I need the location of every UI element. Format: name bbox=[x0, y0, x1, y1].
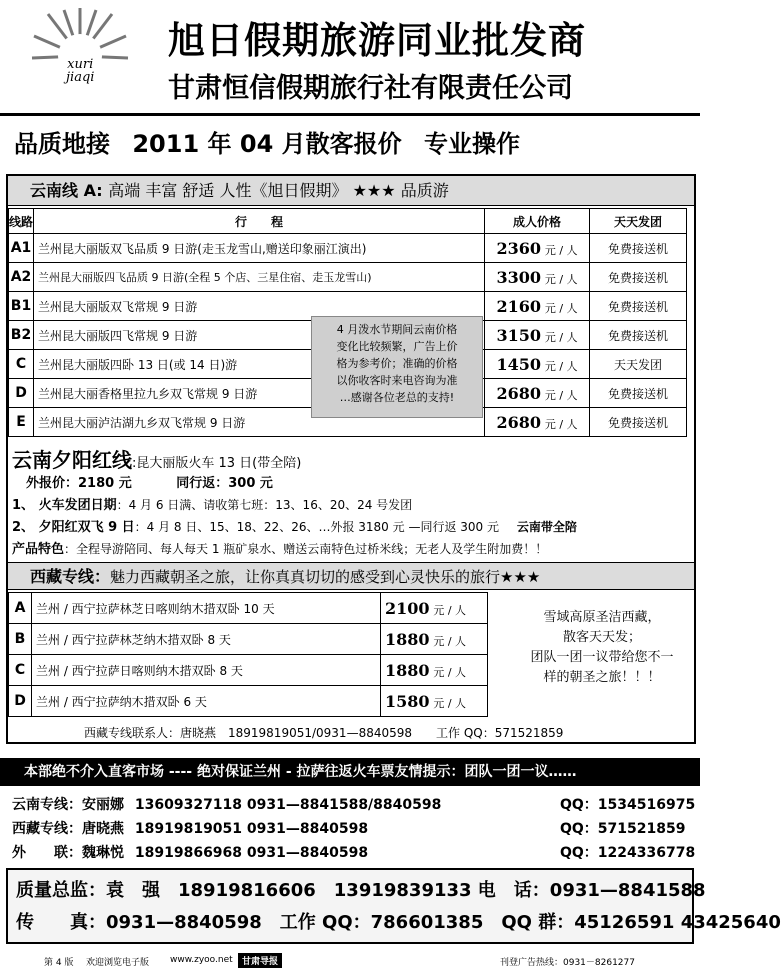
price-unit: 元 / 人 bbox=[544, 417, 578, 431]
sunset-feature-label: 产品特色 bbox=[12, 542, 65, 557]
company-title: 旭日假期旅游同业批发商 bbox=[168, 19, 586, 62]
contact-qq: QQ：571521859 bbox=[560, 821, 686, 837]
sunset-line1-text: ：4 月 6 日满、请收第七班：13、16、20、24 号发团 bbox=[116, 498, 413, 512]
route-departure: 免费接送机 bbox=[590, 379, 687, 408]
route-name: 兰州昆大丽版双飞常规 9 日游 bbox=[34, 292, 485, 321]
route-code: B bbox=[9, 624, 32, 655]
route-code: B1 bbox=[9, 292, 34, 321]
contact-label: 西藏专线：唐晓燕 bbox=[12, 821, 124, 837]
sunset-ext-price: 外报价：2180 元 bbox=[26, 476, 132, 491]
price-unit: 元 / 人 bbox=[433, 603, 467, 617]
logo-text-line1: xuri bbox=[67, 57, 94, 72]
route-code: C bbox=[9, 655, 32, 686]
route-price: 2100 bbox=[385, 598, 430, 618]
table-row bbox=[9, 234, 687, 263]
route-departure: 免费接送机 bbox=[590, 292, 687, 321]
route-price: 1880 bbox=[385, 660, 430, 680]
footer-page: 第 4 版 bbox=[44, 958, 74, 968]
contact-label: 云南专线：安丽娜 bbox=[12, 797, 124, 813]
route-price: 3300 bbox=[496, 267, 542, 287]
price-unit: 元 / 人 bbox=[544, 272, 578, 286]
tibet-table bbox=[8, 592, 488, 717]
route-code: A bbox=[9, 593, 32, 624]
col-itinerary: 行 程 bbox=[34, 209, 485, 234]
footer-hotline: 刊登广告热线：0931－8261277 bbox=[500, 958, 635, 968]
note-line: …感谢各位老总的支持! bbox=[339, 391, 455, 404]
route-name: 兰州 / 西宁拉萨日喀则纳木措双卧 8 天 bbox=[32, 655, 381, 686]
sunset-title: 云南夕阳红线 bbox=[12, 448, 132, 472]
route-name: 兰州昆大丽香格里拉九乡双飞常规 9 日游 bbox=[34, 379, 485, 408]
route-departure: 免费接送机 bbox=[590, 263, 687, 292]
logo-text-line2: jiaqi bbox=[66, 70, 95, 85]
sunset-peer-price: 同行返：300 元 bbox=[176, 476, 273, 491]
price-unit: 元 / 人 bbox=[544, 243, 578, 257]
quality-row2: 传 真：0931—8840598 工作 QQ：786601385 QQ 群：45126591 43425640 bbox=[16, 912, 781, 933]
route-departure: 免费接送机 bbox=[590, 234, 687, 263]
tibet-bar-prefix: 西藏专线： bbox=[30, 567, 111, 586]
headline-right: 专业操作 bbox=[423, 129, 520, 158]
table-header-row bbox=[9, 209, 687, 234]
sunset-line2 bbox=[12, 516, 577, 535]
route-price: 2680 bbox=[496, 383, 542, 403]
tibet-contact: 西藏专线联系人：唐晓燕 18919819051/0931—8840598 工作 QQ：571521859 bbox=[84, 726, 564, 740]
tibet-bar-text: 魅力西藏朝圣之旅，让你真真切切的感受到心灵快乐的旅行★★★ bbox=[110, 568, 541, 586]
sunset-feature bbox=[12, 538, 547, 557]
headline-left: 品质地接 bbox=[14, 129, 110, 158]
yunnan-bar-text: 高端 丰富 舒适 人性《旭日假期》 ★★★ 品质游 bbox=[108, 181, 449, 200]
route-price: 1450 bbox=[496, 354, 542, 374]
route-name: 兰州昆大丽版四飞常规 9 日游 bbox=[34, 321, 485, 350]
route-departure: 免费接送机 bbox=[590, 321, 687, 350]
headline-mid: 2011 年 04 月散客报价 bbox=[132, 130, 402, 158]
table-row bbox=[9, 624, 488, 655]
side-note-line: 团队一团一议带给您不一 bbox=[530, 650, 674, 665]
yunnan-bar bbox=[8, 176, 694, 206]
sunset-title-suffix: :昆大丽版火车 13 日(带全陪) bbox=[132, 456, 302, 471]
tibet-bar bbox=[8, 562, 694, 590]
table-row bbox=[9, 263, 687, 292]
route-name: 兰州 / 西宁拉萨林芝日喀则纳木措双卧 10 天 bbox=[32, 593, 381, 624]
route-code: C bbox=[9, 350, 34, 379]
contact-row bbox=[12, 818, 368, 838]
company-subtitle: 甘肃恒信假期旅行社有限责任公司 bbox=[168, 73, 573, 104]
route-departure: 天天发团 bbox=[590, 350, 687, 379]
route-code: A1 bbox=[9, 234, 34, 263]
route-price: 2360 bbox=[496, 238, 542, 258]
route-departure: 免费接送机 bbox=[590, 408, 687, 437]
contact-phones: 18919819051 0931—8840598 bbox=[134, 821, 369, 837]
table-row bbox=[9, 655, 488, 686]
sunset-title-row bbox=[12, 444, 301, 473]
yunnan-bar-prefix: 云南线 A: bbox=[30, 181, 103, 200]
side-note-line: 散客天天发； bbox=[562, 630, 641, 645]
price-unit: 元 / 人 bbox=[544, 301, 578, 315]
contact-phones: 13609327118 0931—8841588/8840598 bbox=[134, 797, 442, 813]
footer-welcome: 欢迎浏览电子版 bbox=[86, 958, 150, 968]
notice-banner: 本部绝不介入直客市场 ---- 绝对保证兰州 - 拉萨往返火车票友情提示：团队一团一议…… bbox=[0, 758, 700, 786]
route-name: 兰州昆大丽版四飞品质 9 日游(全程 5 个店、三星住宿、走玉龙雪山) bbox=[34, 263, 485, 292]
route-name: 兰州 / 西宁拉萨纳木措双卧 6 天 bbox=[32, 686, 381, 717]
note-line: 变化比较频繁，广告上价 bbox=[336, 340, 458, 353]
route-price: 3150 bbox=[496, 325, 542, 345]
side-note-line: 雪域高原圣洁西藏， bbox=[543, 610, 661, 625]
side-note-line: 样的朝圣之旅！！！ bbox=[543, 670, 661, 685]
col-price: 成人价格 bbox=[485, 209, 590, 234]
footer-site: www.zyoo.net bbox=[170, 955, 233, 965]
route-price: 1580 bbox=[385, 691, 430, 711]
quality-row1: 质量总监：袁 强 18919816606 13919839133 电 话：0931—8841588 bbox=[16, 880, 706, 901]
logo-text bbox=[66, 58, 94, 84]
contact-row bbox=[12, 794, 441, 814]
footer bbox=[0, 950, 700, 971]
headline bbox=[14, 124, 520, 159]
header-divider bbox=[0, 113, 700, 116]
route-code: D bbox=[9, 379, 34, 408]
contact-row bbox=[12, 842, 368, 862]
sunset-feature-text: ：全程导游陪同、每人每天 1 瓶矿泉水、赠送云南特色过桥米线；无老人及学生附加费！！ bbox=[64, 542, 548, 556]
contact-qq: QQ：1534516975 bbox=[560, 797, 696, 813]
sun-logo-icon bbox=[30, 6, 130, 106]
sunset-price-row bbox=[26, 472, 273, 491]
route-price: 1880 bbox=[385, 629, 430, 649]
note-line: 4 月泼水节期间云南价格 bbox=[336, 323, 458, 336]
route-name: 兰州昆大丽版四卧 13 日(或 14 日)游 bbox=[34, 350, 485, 379]
route-price: 2160 bbox=[496, 296, 542, 316]
price-unit: 元 / 人 bbox=[544, 330, 578, 344]
contact-label: 外 联：魏琳悦 bbox=[12, 845, 124, 861]
price-unit: 元 / 人 bbox=[544, 388, 578, 402]
sunset-line1 bbox=[12, 494, 412, 513]
col-route-code: 线路 bbox=[9, 209, 34, 234]
table-row bbox=[9, 686, 488, 717]
route-name: 兰州昆大丽版双飞品质 9 日游(走玉龙雪山,赠送印象丽江演出) bbox=[34, 234, 485, 263]
sunset-line2-label: 2、 夕阳红双飞 9 日 bbox=[12, 520, 135, 535]
route-name: 兰州昆大丽泸沽湖九乡双飞常规 9 日游 bbox=[34, 408, 485, 437]
price-note bbox=[311, 316, 483, 418]
note-line: 格为参考价；准确的价格 bbox=[336, 357, 458, 370]
sunset-line1-label: 1、 火车发团日期 bbox=[12, 498, 117, 513]
table-row bbox=[9, 593, 488, 624]
route-code: D bbox=[9, 686, 32, 717]
note-line: 以你收客时来电咨询为准 bbox=[336, 374, 458, 387]
route-code: B2 bbox=[9, 321, 34, 350]
route-price: 2680 bbox=[496, 412, 542, 432]
price-unit: 元 / 人 bbox=[433, 665, 467, 679]
footer-brand: 甘肃导报 bbox=[238, 953, 282, 968]
contact-qq: QQ：1224336778 bbox=[560, 845, 696, 861]
price-unit: 元 / 人 bbox=[433, 634, 467, 648]
price-unit: 元 / 人 bbox=[433, 696, 467, 710]
sunset-line2-tail: 云南带全陪 bbox=[516, 520, 577, 534]
route-code: E bbox=[9, 408, 34, 437]
route-name: 兰州 / 西宁拉萨林芝纳木措双卧 8 天 bbox=[32, 624, 381, 655]
contact-phones: 18919866968 0931—8840598 bbox=[134, 845, 369, 861]
price-unit: 元 / 人 bbox=[544, 359, 578, 373]
sunset-line2-text: ：4 月 8 日、15、18、22、26、…外报 3180 元 —同行返 300 元 bbox=[134, 520, 499, 534]
tibet-side-note bbox=[514, 608, 690, 688]
route-code: A2 bbox=[9, 263, 34, 292]
col-departure: 天天发团 bbox=[590, 209, 687, 234]
